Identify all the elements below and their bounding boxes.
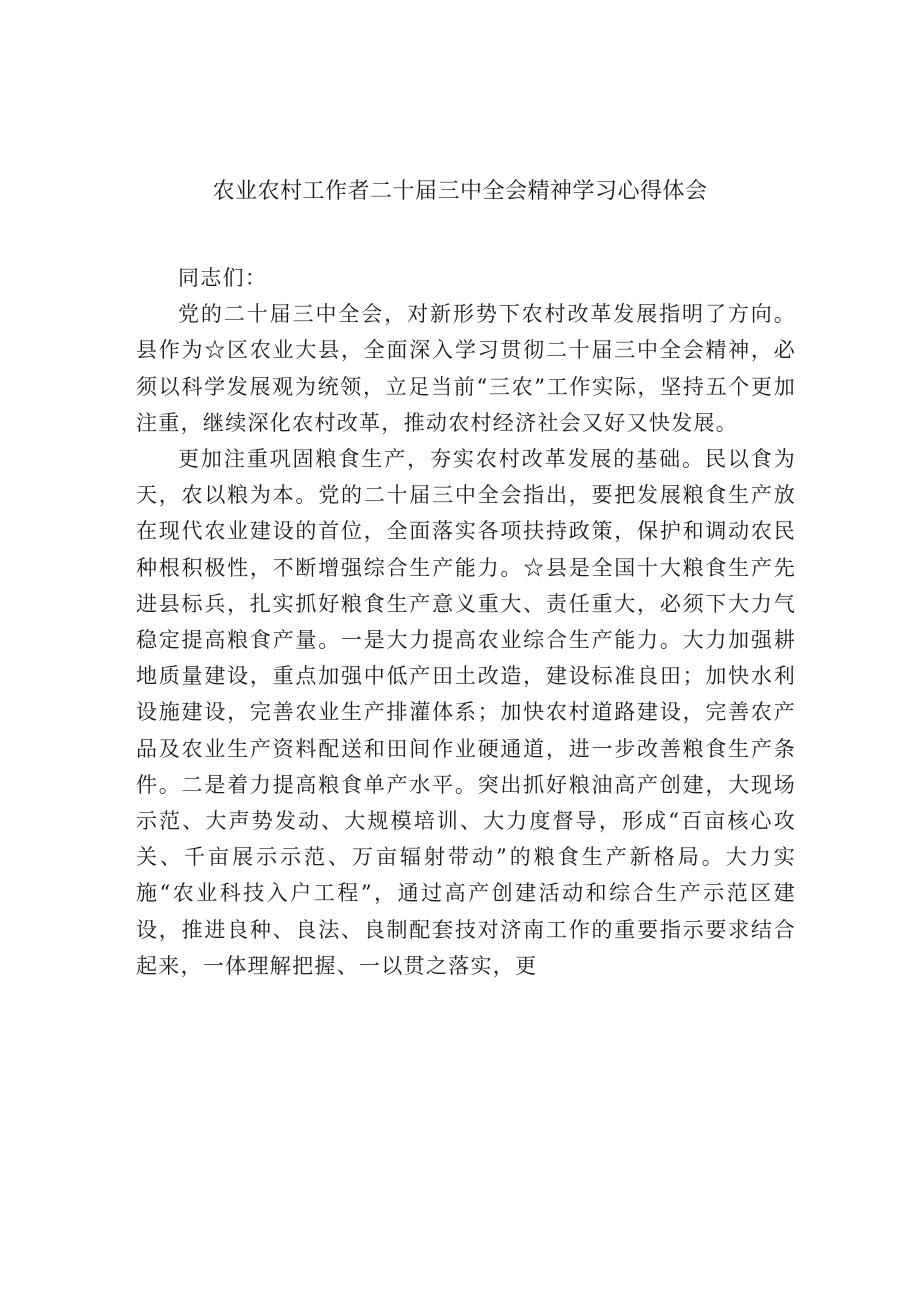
document-title: 农业农村工作者二十届三中全会精神学习心得体会 bbox=[212, 179, 708, 204]
paragraph-1: 党的二十届三中全会，对新形势下农村改革发展指明了方向。县作为☆区农业大县，全面深入学习贯彻二十届三中全会精神，必须以科学发展观为统领，立足当前“三农”工作实际，坚持五个更加注重，继续深化农村改革，推动农村经济社会又好又快发展。 bbox=[136, 302, 796, 435]
salutation: 同志们： bbox=[178, 266, 268, 290]
document-body bbox=[136, 260, 796, 984]
paragraph-2: 更加注重巩固粮食生产，夯实农村改革发展的基础。民以食为天，农以粮为本。党的二十届三中全会指出，要把发展粮食生产放在现代农业建设的首位，全面落实各项扶持政策，保护和调动农民种根积极性，不断增强综合生产能力。☆县是全国十大粮食生产先进县标兵，扎实抓好粮食生产意义重大、责任重大，必须下大力气稳定提高粮食产量。一是大力提高农业综合生产能力。大力加强耕地质量建设，重点加强中低产田土改造，建设标准良田；加快水利设施建设，完善农业生产排灌体系；加快农村道路建设，完善农产品及农业生产资料配送和田间作业硬通道，进一步改善粮食生产条件。二是着力提高粮食单产水平。突出抓好粮油高产创建，大现场示范、大声势发动、大规模培训、大力度督导，形成“百亩核心攻关、千亩展示示范、万亩辐射带动”的粮食生产新格局。大力实施“农业科技入户工程”，通过高产创建活动和综合生产示范区建设，推进良种、良法、良制配套技对济南工作的重要指示要求结合起来，一体理解把握、一以贯之落实，更 bbox=[136, 447, 796, 978]
